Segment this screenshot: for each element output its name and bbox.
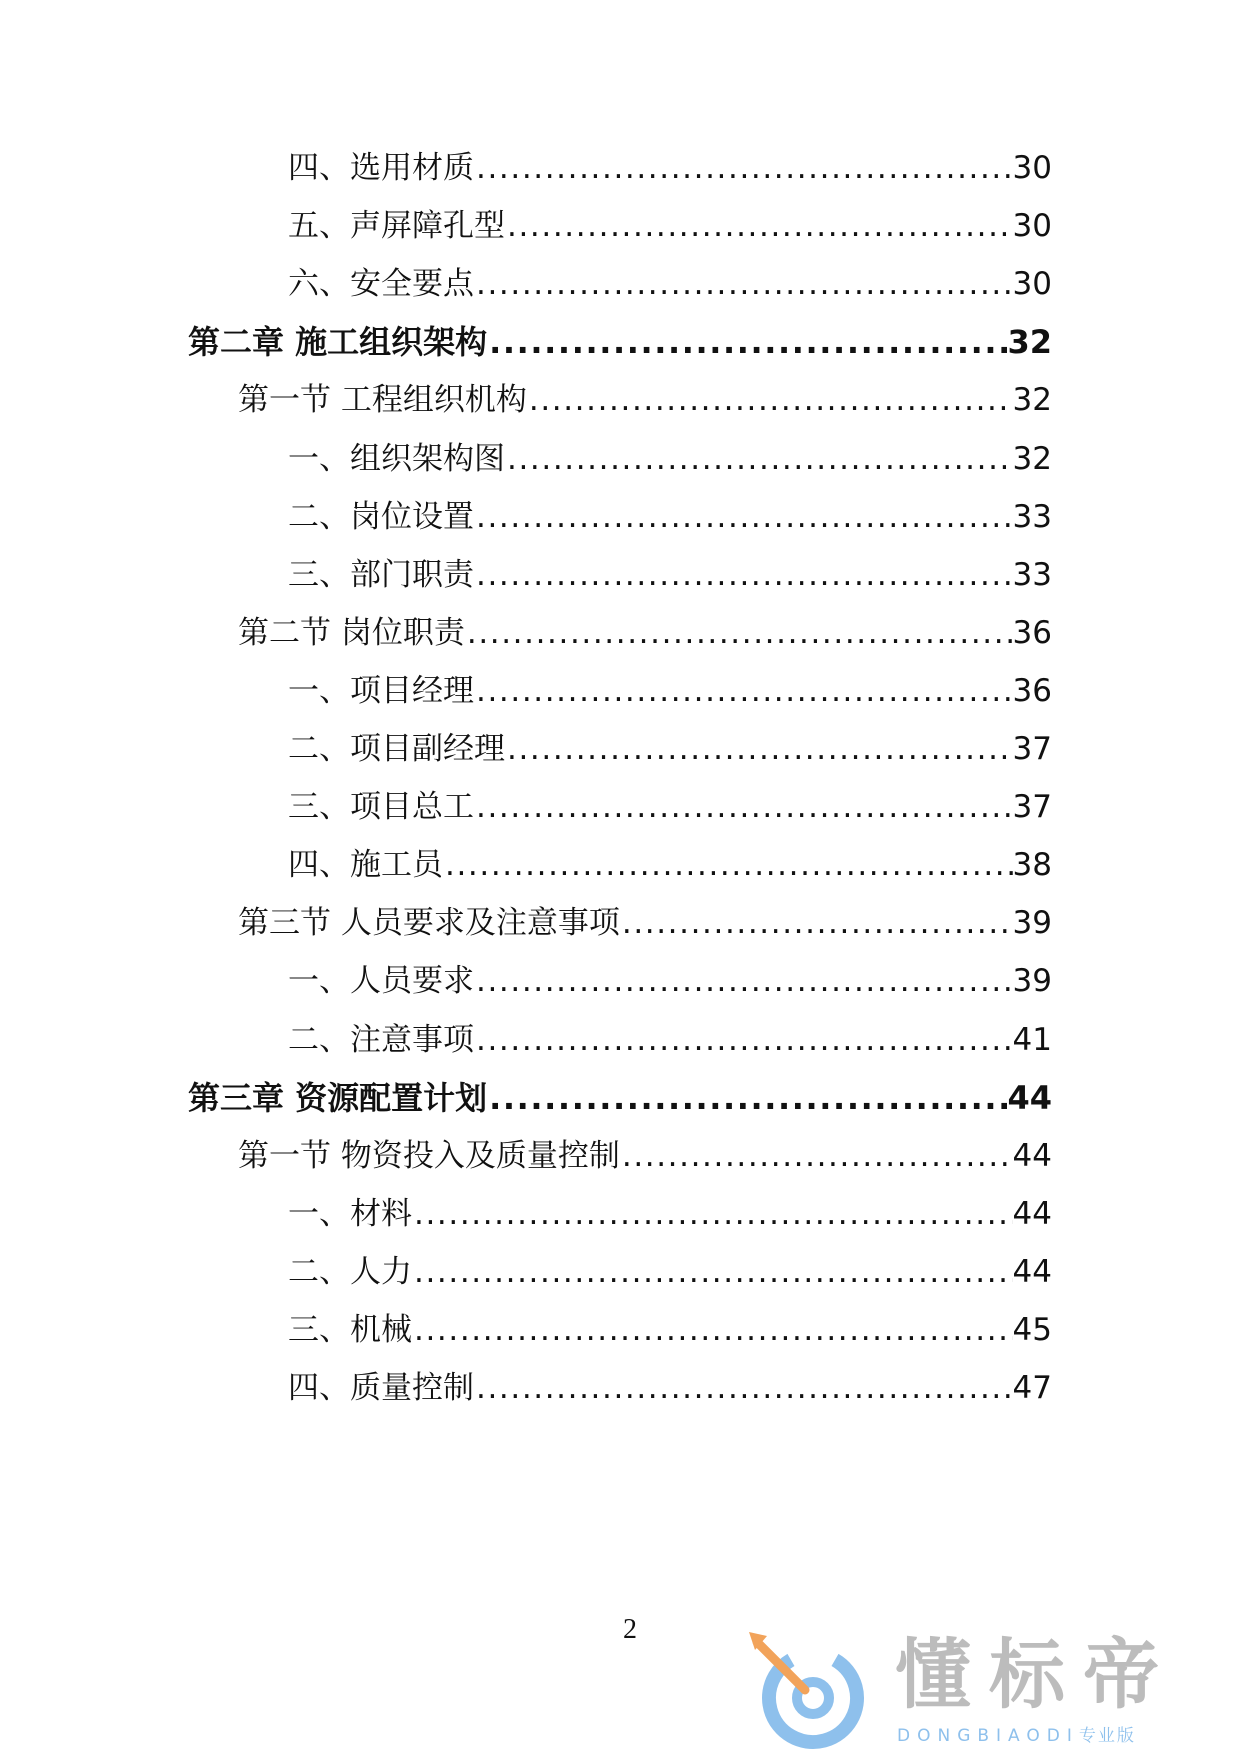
watermark-subtitle <box>897 1724 1136 1748</box>
toc-entry[interactable] <box>238 1134 1052 1178</box>
toc-dot-leader <box>412 1192 1013 1236</box>
toc-entry-page: 30 <box>1012 208 1052 245</box>
toc-dot-leader <box>465 611 1013 655</box>
toc-entry[interactable] <box>288 1366 1052 1410</box>
toc-dot-leader <box>474 669 1013 713</box>
toc-entry[interactable] <box>288 437 1052 481</box>
toc-entry[interactable] <box>238 901 1052 945</box>
toc-entry-page: 47 <box>1012 1370 1052 1407</box>
toc-entry-label: 一、项目经理 <box>288 672 474 709</box>
toc-entry[interactable] <box>188 320 1052 364</box>
toc-entry-label: 二、项目副经理 <box>288 731 505 767</box>
toc-entry[interactable] <box>288 1250 1052 1294</box>
toc-entry-label: 五、声屏障孔型 <box>288 208 505 245</box>
toc-entry[interactable] <box>288 669 1052 713</box>
toc-entry[interactable] <box>288 1192 1052 1236</box>
toc-entry-page: 36 <box>1012 672 1052 709</box>
toc-entry-label: 三、机械 <box>288 1312 412 1348</box>
toc-entry[interactable] <box>288 262 1052 306</box>
toc-dot-leader <box>412 1250 1013 1294</box>
toc-entry-page: 30 <box>1012 150 1052 186</box>
toc-entry-page: 32 <box>1012 382 1052 419</box>
page-number: 2 <box>623 1614 637 1645</box>
watermark-subtitle-latin: DONGBIAODI <box>897 1726 1079 1746</box>
toc-entry-page: 45 <box>1012 1312 1052 1348</box>
toc-entry-label: 二、人力 <box>288 1253 412 1290</box>
toc-dot-leader <box>474 495 1013 539</box>
toc-entry-page: 44 <box>1012 1137 1052 1174</box>
toc-entry-label: 二、岗位设置 <box>288 498 474 535</box>
toc-entry-page: 36 <box>1012 614 1052 651</box>
toc-entry-page: 39 <box>1012 905 1052 942</box>
toc-entry-page: 32 <box>1007 323 1052 362</box>
toc-entry-label: 三、项目总工 <box>288 789 474 826</box>
toc-entry-page: 44 <box>1007 1078 1052 1117</box>
toc-entry-label: 第一节 工程组织机构 <box>238 382 527 419</box>
toc-entry-page: 44 <box>1012 1253 1052 1290</box>
toc-entry-label: 一、材料 <box>288 1195 412 1232</box>
toc-dot-leader <box>412 1308 1013 1352</box>
toc-dot-leader <box>505 437 1013 481</box>
toc-dot-leader <box>474 1018 1013 1062</box>
watermark-edition: 专业版 <box>1078 1726 1136 1746</box>
toc-dot-leader <box>474 1366 1013 1410</box>
target-arrow-icon <box>745 1628 875 1754</box>
toc-entry-page: 41 <box>1012 1021 1052 1058</box>
toc-dot-leader <box>620 901 1013 945</box>
watermark <box>745 1628 1235 1754</box>
toc-dot-leader <box>620 1134 1013 1178</box>
toc-entry-label: 第一节 物资投入及质量控制 <box>238 1137 620 1174</box>
watermark-title: 懂标帝 <box>895 1630 1177 1719</box>
toc-dot-leader <box>474 146 1013 190</box>
toc-entry[interactable] <box>288 785 1052 829</box>
toc-entry-page: 37 <box>1012 731 1052 767</box>
toc-entry-label: 一、组织架构图 <box>288 440 505 477</box>
toc-entry-label: 第三节 人员要求及注意事项 <box>238 905 620 942</box>
toc-entry-page: 33 <box>1012 498 1052 535</box>
toc-entry[interactable] <box>288 146 1052 190</box>
toc-entry[interactable] <box>288 553 1052 597</box>
toc-entry-label: 四、选用材质 <box>288 150 474 186</box>
toc-dot-leader <box>474 262 1013 306</box>
toc-entry-label: 二、注意事项 <box>288 1021 474 1058</box>
toc-entry-page: 30 <box>1012 266 1052 303</box>
toc-entry-label: 第三章 资源配置计划 <box>188 1078 488 1117</box>
toc-dot-leader <box>474 553 1013 597</box>
toc-entry[interactable] <box>288 843 1052 887</box>
toc-entry[interactable] <box>238 378 1052 422</box>
toc-entry[interactable] <box>188 1076 1052 1120</box>
toc-entry-page: 44 <box>1012 1195 1052 1232</box>
toc-dot-leader <box>487 320 1007 364</box>
toc-entry[interactable] <box>288 727 1052 771</box>
toc-entry-page: 32 <box>1012 440 1052 477</box>
toc-entry-label: 六、安全要点 <box>288 266 474 303</box>
toc-entry-page: 37 <box>1012 789 1052 826</box>
toc-entry-label: 第二章 施工组织架构 <box>188 323 488 362</box>
toc-entry[interactable] <box>238 611 1052 655</box>
toc-entry[interactable] <box>288 1018 1052 1062</box>
toc-entry-label: 一、人员要求 <box>288 963 474 1000</box>
toc-dot-leader <box>474 785 1013 829</box>
toc-dot-leader <box>505 204 1013 248</box>
toc-dot-leader <box>443 843 1013 887</box>
toc-entry-label: 四、质量控制 <box>288 1370 474 1407</box>
toc-entry[interactable] <box>288 495 1052 539</box>
toc-entry-page: 39 <box>1012 963 1052 1000</box>
toc-entry[interactable] <box>288 1308 1052 1352</box>
toc-dot-leader <box>487 1076 1007 1120</box>
toc-entry-page: 33 <box>1012 556 1052 593</box>
toc-entry[interactable] <box>288 959 1052 1003</box>
toc-entry-label: 第二节 岗位职责 <box>238 614 465 651</box>
toc-entry-label: 三、部门职责 <box>288 556 474 593</box>
toc-dot-leader <box>474 959 1013 1003</box>
toc-entry-page: 38 <box>1012 847 1052 884</box>
toc-dot-leader <box>527 378 1013 422</box>
toc-entry-label: 四、施工员 <box>288 847 443 884</box>
toc-dot-leader <box>505 727 1013 771</box>
toc-entry[interactable] <box>288 204 1052 248</box>
